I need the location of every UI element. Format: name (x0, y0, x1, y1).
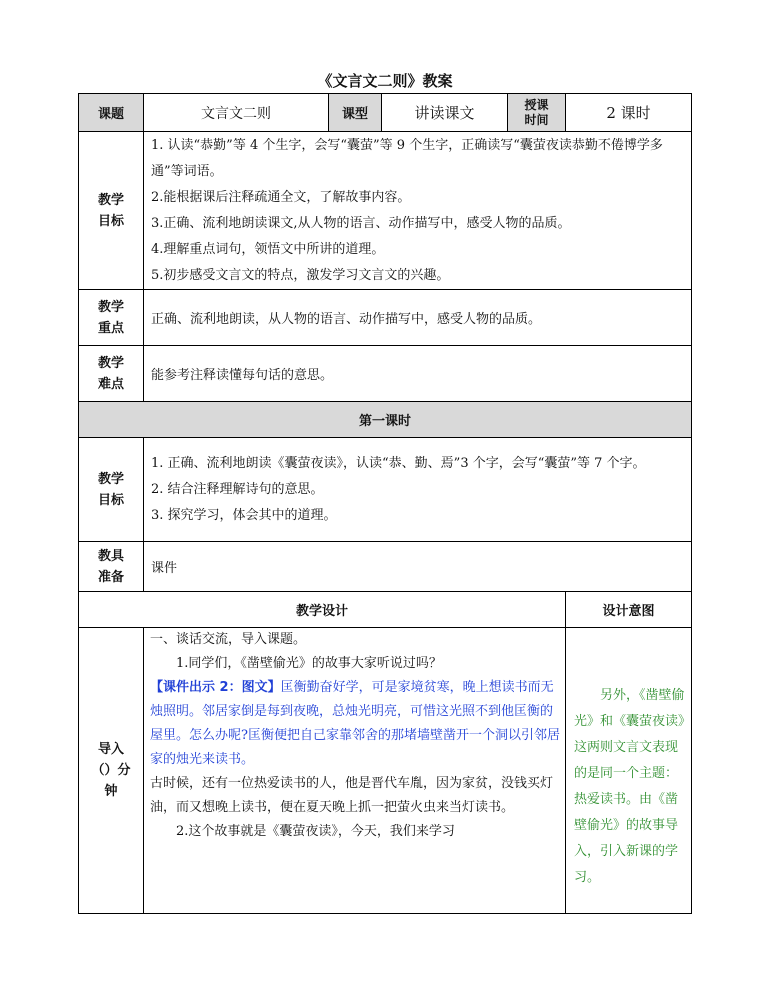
time-value: 2 课时 (566, 94, 692, 132)
difficulties-label (79, 346, 144, 402)
lesson1-objectives-label-line2: 目标 (97, 492, 124, 508)
objectives-label-line2: 目标 (97, 213, 124, 229)
objectives-label-line1: 教学 (97, 192, 124, 208)
step1-question: 1.同学们，《凿壁偷光》的故事大家听说过吗？ (176, 656, 442, 671)
type-value: 讲读课文 (382, 94, 508, 132)
objective-item: 4.理解重点词句，领悟文中所讲的道理。 (151, 241, 385, 257)
lesson1-objective-item: 2. 结合注释理解诗句的意思。 (151, 481, 324, 497)
design-intent-text (566, 628, 692, 914)
intent-column-header: 设计意图 (566, 592, 692, 628)
step2-text: 2.这个故事就是《囊萤夜读》，今天，我们来学习 (176, 824, 455, 839)
key-points-label (79, 290, 144, 346)
tools-label-line1: 教具 (97, 548, 124, 564)
objective-item: 3.正确、流利地朗读课文,从人物的语言、动作描写中，感受人物的品质。 (151, 215, 571, 231)
courseware-text: 匡衡勤奋好学，可是家境贫寒，晚上想读书而无烛照明。邻居家倒是每到夜晚，总烛光明亮，可惜这光照不到他匡衡的屋里。怎么办呢?匡衡便把自己家靠邻舍的那堵墙壁凿开一个洞以引邻居家的烛光来读书。 (150, 680, 560, 767)
lesson1-objective-item: 1. 正确、流利地朗读《囊萤夜读》，认读“恭、勤、焉”3 个字，会写“囊萤”等 7 个字。 (151, 455, 646, 471)
type-label: 课型 (329, 94, 382, 132)
lesson1-objectives-label-line1: 教学 (97, 471, 124, 487)
difficulties-label-line1: 教学 (97, 355, 124, 371)
difficulties-label-line2: 难点 (97, 376, 124, 392)
intent-paragraph: 另外，《凿壁偷光》和《囊萤夜读》这两则文言文表现的是同一个主题：热爱读书。由《凿壁偷光》的故事导入，引入新课的学习。 (574, 688, 685, 885)
document-title: 《文言文二则》教案 (317, 72, 453, 90)
time-label-line2: 时间 (524, 112, 549, 127)
lesson1-objectives-label (79, 438, 144, 542)
courseware-tag: 【课件出示 2：图文】 (150, 680, 281, 695)
time-label (508, 94, 566, 132)
lesson1-objectives-list (144, 438, 692, 542)
objective-item: 5.初步感受文言文的特点，激发学习文言文的兴趣。 (151, 267, 450, 283)
lesson1-heading: 第一课时 (79, 402, 692, 438)
design-column-header: 教学设计 (79, 592, 566, 628)
tools-text: 课件 (144, 542, 692, 592)
tools-label (79, 542, 144, 592)
import-label-line2: （）分 (91, 763, 131, 778)
objective-item: 2.能根据课后注释疏通全文，了解故事内容。 (151, 189, 411, 205)
key-points-label-line2: 重点 (97, 320, 124, 336)
key-points-text: 正确、流利地朗读，从人物的语言、动作描写中，感受人物的品质。 (144, 290, 692, 346)
time-label-line1: 授课 (524, 97, 549, 112)
topic-value: 文言文二则 (144, 94, 329, 132)
tools-label-line2: 准备 (97, 569, 124, 585)
objective-item: 1. 认读“恭勤”等 4 个生字，会写“囊萤”等 9 个生字，正确读写“囊萤夜读恭勤不倦博学多通”等词语。 (151, 137, 663, 179)
import-section-label (79, 628, 144, 914)
import-label-line3: 钟 (104, 784, 118, 799)
lesson1-objective-item: 3. 探究学习，体会其中的道理。 (151, 507, 337, 523)
difficulties-text: 能参考注释读懂每句话的意思。 (144, 346, 692, 402)
lesson-plan-table (78, 93, 692, 914)
design-content (144, 628, 566, 914)
topic-label: 课题 (79, 94, 144, 132)
courseware-block (150, 676, 560, 772)
objectives-label (79, 132, 144, 290)
step1-heading: 一、谈话交流，导入课题。 (150, 632, 307, 647)
objectives-list (144, 132, 692, 290)
import-label-line1: 导入 (97, 742, 124, 757)
key-points-label-line1: 教学 (97, 299, 124, 315)
story-text: 古时候，还有一位热爱读书的人，他是晋代车胤，因为家贫，没钱买灯油，而又想晚上读书，便在夏天晚上抓一把萤火虫来当灯读书。 (150, 776, 554, 815)
